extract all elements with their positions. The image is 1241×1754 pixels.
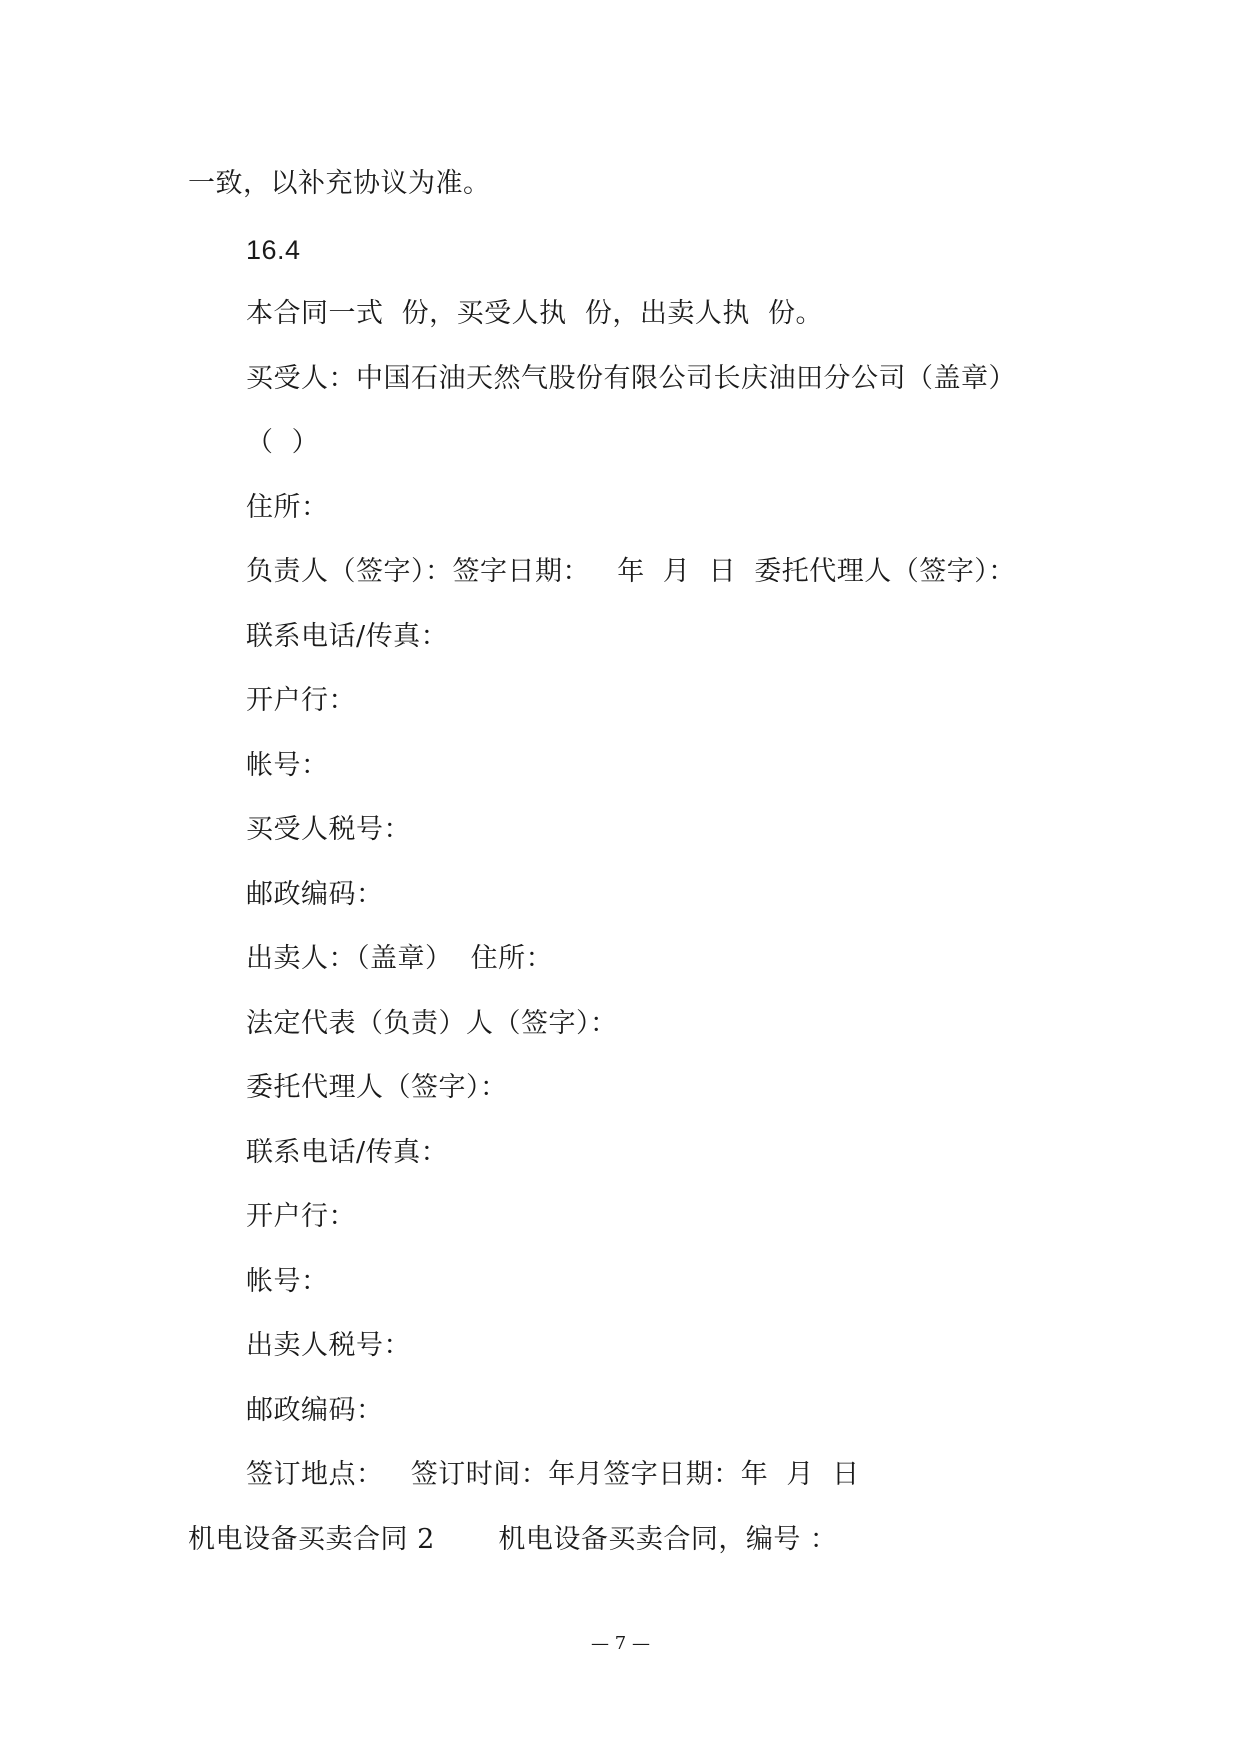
- buyer-tax-id: 买受人税号：: [246, 814, 411, 845]
- buyer-name: 买受人：中国石油天然气股份有限公司长庆油田分公司（盖章）: [246, 363, 1016, 394]
- seller-postal-code: 邮政编码：: [246, 1395, 384, 1426]
- buyer-account: 帐号：: [246, 750, 329, 781]
- copies-clause: 本合同一式 份，买受人执 份，出卖人执 份。: [246, 298, 823, 329]
- buyer-bank: 开户行：: [246, 685, 356, 716]
- seller-agent: 委托代理人（签字）：: [246, 1072, 508, 1103]
- page-number: — 7 —: [591, 1633, 650, 1654]
- buyer-signature-line: 负责人（签字）：签字日期： 年 月 日 委托代理人（签字）：: [246, 556, 1016, 587]
- paragraph-continuation: 一致，以补充协议为准。: [188, 168, 491, 199]
- seller-account: 帐号：: [246, 1266, 329, 1297]
- seller-line: 出卖人：（盖章） 住所：: [246, 943, 554, 974]
- seller-tax-id: 出卖人税号：: [246, 1330, 411, 1361]
- buyer-phone-fax: 联系电话/传真：: [246, 621, 449, 652]
- seller-bank: 开户行：: [246, 1201, 356, 1232]
- seller-phone-fax: 联系电话/传真：: [246, 1137, 449, 1168]
- signing-place-date: 签订地点： 签订时间：年月签字日期：年 月 日: [246, 1459, 860, 1490]
- buyer-postal-code: 邮政编码：: [246, 879, 384, 910]
- buyer-address: 住所：: [246, 492, 329, 523]
- buyer-blank-parentheses: （ ）: [246, 427, 320, 458]
- clause-number: 16.4: [246, 235, 301, 265]
- seller-legal-rep: 法定代表（负责）人（签字）：: [246, 1008, 618, 1039]
- next-contract-heading: 机电设备买卖合同 2 机电设备买卖合同，编号 ：: [188, 1524, 838, 1555]
